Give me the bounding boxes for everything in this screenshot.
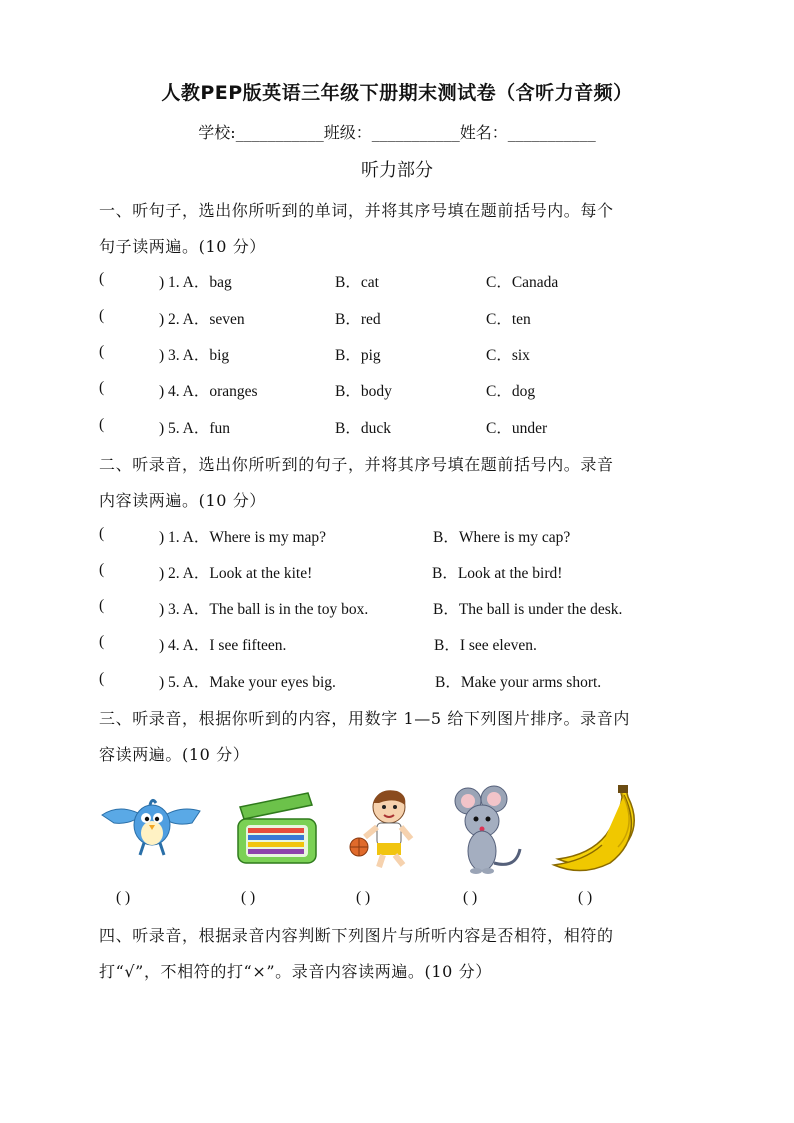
part2-instruction-line1: 二、听录音，选出你所听到的句子，并将其序号填在题前括号内。录音: [99, 455, 614, 474]
option-b: B．Look at the bird!: [432, 565, 563, 582]
part2-question-1: [99, 525, 699, 547]
part1-question-1: [99, 270, 699, 292]
option-b: B．I see eleven.: [434, 637, 537, 654]
answer-bracket: (: [99, 525, 105, 542]
answer-bracket: (: [99, 670, 105, 687]
part4-instruction-line1: 四、听录音，根据录音内容判断下列图片与所听内容是否相符，相符的: [99, 926, 614, 945]
option-b: B．red: [335, 311, 381, 328]
option-b: B．cat: [335, 274, 379, 291]
answer-paren-5: ( ): [578, 889, 593, 906]
part2-instruction-line2: 内容读两遍。(10 分）: [99, 491, 266, 510]
part1-instruction-line1: 一、听句子，选出你所听到的单词，并将其序号填在题前括号内。每个: [99, 201, 614, 220]
option-a: ) 5. A．fun: [159, 420, 231, 437]
answer-paren-3: ( ): [356, 889, 371, 906]
answer-bracket: (: [99, 307, 105, 324]
part1-instruction-line2: 句子读两遍。(10 分）: [99, 237, 266, 256]
option-c: C．under: [486, 420, 548, 437]
section-title: 听力部分: [361, 160, 433, 181]
option-a: ) 4. A．oranges: [159, 383, 258, 400]
option-c: C．six: [486, 347, 530, 364]
option-b: B．duck: [335, 420, 391, 437]
option-c: C．ten: [486, 311, 531, 328]
answer-bracket: (: [99, 270, 105, 287]
part3-instruction-line1: 三、听录音，根据你听到的内容，用数字 1—5 给下列图片排序。录音内: [99, 709, 630, 728]
part1-question-4: [99, 379, 699, 401]
option-c: C．dog: [486, 383, 536, 400]
part2-question-3: [99, 597, 699, 619]
part3-instruction-line2: 容读两遍。(10 分）: [99, 745, 250, 764]
option-b: B．Make your arms short.: [435, 674, 602, 691]
option-c: C．Canada: [486, 274, 559, 291]
banana-icon: [550, 785, 650, 873]
bird-icon: [100, 785, 202, 865]
option-a: ) 4. A．I see fifteen.: [159, 637, 287, 654]
pencil-box-icon: [230, 785, 320, 869]
answer-bracket: (: [99, 343, 105, 360]
picture-row: [95, 785, 655, 877]
option-a: ) 3. A．The ball is in the toy box.: [159, 601, 369, 618]
mouse-icon: [450, 785, 530, 877]
option-a: ) 1. A．Where is my map?: [159, 529, 327, 546]
answer-paren-4: ( ): [463, 889, 478, 906]
page-title: 人教PEP版英语三年级下册期末测试卷（含听力音频）: [161, 82, 633, 104]
part2-question-2: [99, 561, 699, 583]
part1-question-2: [99, 307, 699, 329]
answer-bracket: (: [99, 416, 105, 433]
answer-bracket: (: [99, 561, 105, 578]
part2-question-4: [99, 633, 699, 655]
boy-ball-icon: [345, 785, 427, 873]
answer-paren-2: ( ): [241, 889, 256, 906]
option-a: ) 2. A．seven: [159, 311, 245, 328]
option-b: B．Where is my cap?: [433, 529, 571, 546]
answer-paren-1: ( ): [116, 889, 131, 906]
part1-question-3: [99, 343, 699, 365]
answer-bracket: (: [99, 633, 105, 650]
answer-bracket: (: [99, 597, 105, 614]
option-a: ) 1. A．bag: [159, 274, 232, 291]
student-info-line: 学校:___________班级：___________姓名：___________: [198, 123, 596, 142]
part3-answer-row: [99, 889, 659, 911]
option-b: B．pig: [335, 347, 381, 364]
option-b: B．body: [335, 383, 392, 400]
part4-instruction-line2: 打“√”，不相符的打“×”。录音内容读两遍。(10 分）: [99, 962, 492, 981]
part2-question-5: [99, 670, 699, 692]
answer-bracket: (: [99, 379, 105, 396]
option-a: ) 2. A．Look at the kite!: [159, 565, 313, 582]
part1-question-5: [99, 416, 699, 438]
option-a: ) 5. A．Make your eyes big.: [159, 674, 336, 691]
option-b: B．The ball is under the desk.: [433, 601, 623, 618]
option-a: ) 3. A．big: [159, 347, 230, 364]
